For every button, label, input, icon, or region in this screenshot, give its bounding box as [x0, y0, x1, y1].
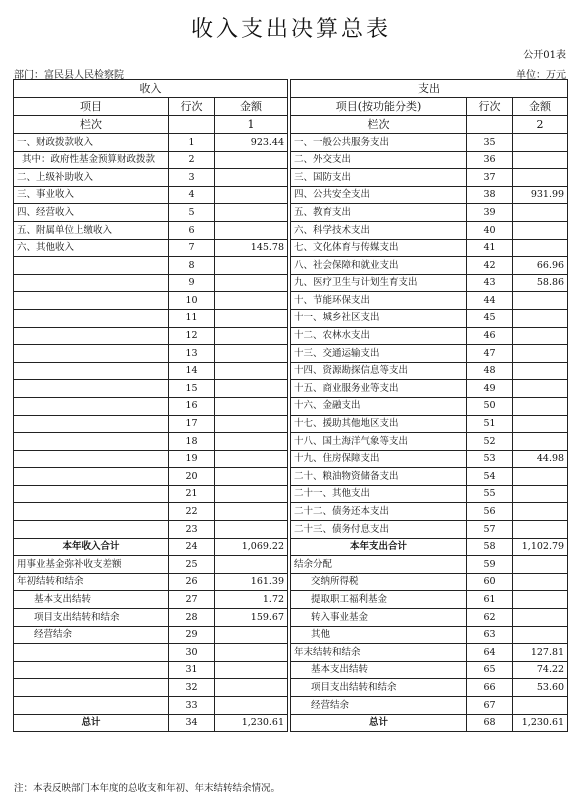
expense-rowno: 59: [467, 556, 513, 574]
col-header-item-func: 项目(按功能分类): [291, 98, 467, 116]
table-row: [14, 714, 568, 732]
col-number-1: 1: [215, 116, 288, 134]
header-row-lanci: [14, 116, 568, 134]
table-row: [14, 573, 568, 591]
expense-rowno: 46: [467, 327, 513, 345]
expense-item: 年末结转和结余: [291, 644, 467, 662]
table-row: [14, 362, 568, 380]
expense-item: 基本支出结转: [291, 661, 467, 679]
table-row: [14, 591, 568, 609]
income-item: [14, 697, 169, 715]
expense-amount: [513, 380, 568, 398]
income-amount: [215, 397, 288, 415]
income-rowno: 14: [169, 362, 215, 380]
income-amount: 161.39: [215, 573, 288, 591]
income-item: 总计: [14, 714, 169, 732]
expense-rowno: 66: [467, 679, 513, 697]
income-rowno: 30: [169, 644, 215, 662]
expense-amount: [513, 134, 568, 152]
expense-item: 项目支出结转和结余: [291, 679, 467, 697]
income-rowno: 3: [169, 169, 215, 187]
expense-rowno: 60: [467, 573, 513, 591]
income-item: [14, 450, 169, 468]
income-amount: 1,230.61: [215, 714, 288, 732]
income-item: [14, 485, 169, 503]
income-rowno: 16: [169, 397, 215, 415]
expense-item: 本年支出合计: [291, 538, 467, 556]
expense-amount: [513, 169, 568, 187]
income-item: [14, 503, 169, 521]
income-item: 项目支出结转和结余: [14, 609, 169, 627]
expense-item: 五、教育支出: [291, 204, 467, 222]
expense-rowno: 41: [467, 239, 513, 257]
expense-item: 结余分配: [291, 556, 467, 574]
income-item: 基本支出结转: [14, 591, 169, 609]
table-row: [14, 521, 568, 539]
table-row: [14, 397, 568, 415]
income-amount: [215, 433, 288, 451]
expense-amount: [513, 573, 568, 591]
expense-amount: [513, 362, 568, 380]
expense-rowno: 62: [467, 609, 513, 627]
income-item: [14, 468, 169, 486]
income-amount: [215, 679, 288, 697]
col-number-2: 2: [513, 116, 568, 134]
income-amount: [215, 661, 288, 679]
expense-item: 十二、农林水支出: [291, 327, 467, 345]
income-rowno: 22: [169, 503, 215, 521]
income-item: [14, 274, 169, 292]
income-item: 本年收入合计: [14, 538, 169, 556]
expense-amount: 44.98: [513, 450, 568, 468]
expense-amount: 127.81: [513, 644, 568, 662]
income-rowno: 17: [169, 415, 215, 433]
income-item: [14, 309, 169, 327]
expense-amount: [513, 309, 568, 327]
income-amount: 1,069.22: [215, 538, 288, 556]
table-row: [14, 556, 568, 574]
income-rowno: 23: [169, 521, 215, 539]
expense-rowno: 56: [467, 503, 513, 521]
income-amount: 923.44: [215, 134, 288, 152]
expense-rowno: 54: [467, 468, 513, 486]
expense-amount: [513, 221, 568, 239]
table-row: [14, 327, 568, 345]
income-header: 收入: [14, 80, 288, 98]
income-rowno: 28: [169, 609, 215, 627]
income-rowno: 20: [169, 468, 215, 486]
expense-rowno: 47: [467, 345, 513, 363]
expense-rowno: 43: [467, 274, 513, 292]
expense-rowno: 38: [467, 186, 513, 204]
table-row: [14, 186, 568, 204]
header-row-columns: [14, 98, 568, 116]
income-rowno: 9: [169, 274, 215, 292]
table-row: [14, 380, 568, 398]
income-rowno: 27: [169, 591, 215, 609]
income-amount: [215, 362, 288, 380]
expense-rowno: 40: [467, 221, 513, 239]
table-row: [14, 204, 568, 222]
expense-amount: [513, 485, 568, 503]
expense-amount: [513, 151, 568, 169]
expense-amount: [513, 697, 568, 715]
lanci-label: 栏次: [291, 116, 467, 134]
expense-item: 一、一般公共服务支出: [291, 134, 467, 152]
expense-rowno: 39: [467, 204, 513, 222]
income-rowno: 6: [169, 221, 215, 239]
expense-rowno: 68: [467, 714, 513, 732]
expense-item: 十九、住房保障支出: [291, 450, 467, 468]
income-rowno: 18: [169, 433, 215, 451]
expense-item: 总计: [291, 714, 467, 732]
table-row: [14, 134, 568, 152]
expense-item: 提取职工福利基金: [291, 591, 467, 609]
expense-amount: [513, 433, 568, 451]
table-row: [14, 274, 568, 292]
income-amount: [215, 151, 288, 169]
expense-item: 八、社会保障和就业支出: [291, 257, 467, 275]
expense-item: 四、公共安全支出: [291, 186, 467, 204]
lanci-label: 栏次: [14, 116, 169, 134]
expense-item: 十四、资源勘探信息等支出: [291, 362, 467, 380]
income-amount: [215, 485, 288, 503]
expense-amount: 66.96: [513, 257, 568, 275]
expense-rowno: 58: [467, 538, 513, 556]
expense-rowno: 50: [467, 397, 513, 415]
income-expense-table: [13, 79, 568, 732]
header-row-sections: [14, 80, 568, 98]
income-amount: [215, 345, 288, 363]
income-rowno: 31: [169, 661, 215, 679]
expense-item: 二十、粮油物资储备支出: [291, 468, 467, 486]
expense-item: 二、外交支出: [291, 151, 467, 169]
table-row: [14, 292, 568, 310]
income-item: [14, 679, 169, 697]
income-item: 用事业基金弥补收支差额: [14, 556, 169, 574]
expense-amount: [513, 609, 568, 627]
table-row: [14, 644, 568, 662]
expense-rowno: 52: [467, 433, 513, 451]
table-row: [14, 626, 568, 644]
expense-rowno: 37: [467, 169, 513, 187]
income-amount: [215, 274, 288, 292]
income-item: 六、其他收入: [14, 239, 169, 257]
income-rowno: 33: [169, 697, 215, 715]
income-rowno: 13: [169, 345, 215, 363]
expense-item: 七、文化体育与传媒支出: [291, 239, 467, 257]
expense-amount: [513, 292, 568, 310]
expense-rowno: 44: [467, 292, 513, 310]
expense-item: 三、国防支出: [291, 169, 467, 187]
table-row: [14, 697, 568, 715]
unit-label: 单位：万元: [516, 70, 566, 81]
income-item: [14, 644, 169, 662]
income-amount: [215, 644, 288, 662]
expense-item: 十八、国土海洋气象等支出: [291, 433, 467, 451]
table-row: [14, 415, 568, 433]
table-row: [14, 468, 568, 486]
income-rowno: 1: [169, 134, 215, 152]
expense-item: 二十二、债务还本支出: [291, 503, 467, 521]
expense-item: 十五、商业服务业等支出: [291, 380, 467, 398]
expense-rowno: 53: [467, 450, 513, 468]
income-rowno: 8: [169, 257, 215, 275]
income-rowno: 29: [169, 626, 215, 644]
table-row: [14, 609, 568, 627]
expense-item: 交纳所得税: [291, 573, 467, 591]
income-amount: [215, 415, 288, 433]
expense-rowno: 42: [467, 257, 513, 275]
income-amount: [215, 380, 288, 398]
table-row: [14, 503, 568, 521]
expense-rowno: 51: [467, 415, 513, 433]
income-rowno: 32: [169, 679, 215, 697]
income-item: 经营结余: [14, 626, 169, 644]
income-rowno: 26: [169, 573, 215, 591]
expense-rowno: 64: [467, 644, 513, 662]
expense-item: 二十三、债务付息支出: [291, 521, 467, 539]
expense-rowno: 65: [467, 661, 513, 679]
expense-item: 六、科学技术支出: [291, 221, 467, 239]
expense-amount: 1,230.61: [513, 714, 568, 732]
income-item: 四、经营收入: [14, 204, 169, 222]
income-rowno: 2: [169, 151, 215, 169]
income-amount: [215, 309, 288, 327]
table-row: [14, 485, 568, 503]
income-item: 其中：政府性基金预算财政拨款: [14, 151, 169, 169]
col-header-rowno: 行次: [467, 98, 513, 116]
expense-rowno: 61: [467, 591, 513, 609]
expense-item: 九、医疗卫生与计划生育支出: [291, 274, 467, 292]
income-item: [14, 362, 169, 380]
expense-item: 十六、金融支出: [291, 397, 467, 415]
expense-amount: [513, 556, 568, 574]
table-row: [14, 309, 568, 327]
expense-item: 转入事业基金: [291, 609, 467, 627]
income-item: [14, 397, 169, 415]
table-row: [14, 538, 568, 556]
expense-amount: 931.99: [513, 186, 568, 204]
expense-amount: [513, 239, 568, 257]
expense-item: 二十一、其他支出: [291, 485, 467, 503]
expense-amount: [513, 591, 568, 609]
table-row: [14, 661, 568, 679]
page-title: 收入支出决算总表: [190, 17, 391, 42]
table-row: [14, 169, 568, 187]
income-item: 一、财政拨款收入: [14, 134, 169, 152]
income-rowno: 25: [169, 556, 215, 574]
income-item: 三、事业收入: [14, 186, 169, 204]
expense-amount: 53.60: [513, 679, 568, 697]
expense-header: 支出: [291, 80, 568, 98]
table-row: [14, 433, 568, 451]
expense-rowno: 45: [467, 309, 513, 327]
income-amount: [215, 697, 288, 715]
expense-amount: [513, 204, 568, 222]
income-item: [14, 292, 169, 310]
department-label: 部门：富民县人民检察院: [14, 70, 124, 81]
income-amount: [215, 503, 288, 521]
income-amount: 159.67: [215, 609, 288, 627]
income-rowno: 15: [169, 380, 215, 398]
expense-amount: 1,102.79: [513, 538, 568, 556]
income-item: [14, 661, 169, 679]
expense-amount: [513, 468, 568, 486]
expense-amount: [513, 345, 568, 363]
table-row: [14, 679, 568, 697]
footnote: 注：本表反映部门本年度的总收支和年初、年末结转结余情况。: [14, 783, 281, 794]
expense-rowno: 49: [467, 380, 513, 398]
table-row: [14, 221, 568, 239]
income-item: 二、上级补助收入: [14, 169, 169, 187]
income-amount: [215, 450, 288, 468]
form-code: 公开01表: [523, 50, 566, 61]
income-item: [14, 380, 169, 398]
expense-amount: [513, 397, 568, 415]
expense-item: 十三、交通运输支出: [291, 345, 467, 363]
expense-rowno: 48: [467, 362, 513, 380]
expense-amount: [513, 521, 568, 539]
income-item: [14, 257, 169, 275]
col-header-item: 项目: [14, 98, 169, 116]
income-amount: [215, 292, 288, 310]
income-rowno: 24: [169, 538, 215, 556]
table-row: [14, 257, 568, 275]
col-header-amount: 金额: [215, 98, 288, 116]
col-header-rowno: 行次: [169, 98, 215, 116]
expense-amount: [513, 503, 568, 521]
expense-rowno: 67: [467, 697, 513, 715]
income-amount: [215, 204, 288, 222]
expense-amount: [513, 327, 568, 345]
income-rowno: 5: [169, 204, 215, 222]
expense-amount: [513, 415, 568, 433]
expense-item: 十七、援助其他地区支出: [291, 415, 467, 433]
income-item: [14, 521, 169, 539]
income-item: [14, 433, 169, 451]
expense-item: 其他: [291, 626, 467, 644]
income-rowno: 19: [169, 450, 215, 468]
expense-item: 十、节能环保支出: [291, 292, 467, 310]
income-item: [14, 345, 169, 363]
table-row: [14, 345, 568, 363]
expense-rowno: 57: [467, 521, 513, 539]
income-amount: [215, 169, 288, 187]
table-row: [14, 151, 568, 169]
income-rowno: 34: [169, 714, 215, 732]
expense-rowno: 63: [467, 626, 513, 644]
income-item: [14, 415, 169, 433]
expense-rowno: 35: [467, 134, 513, 152]
income-rowno: 10: [169, 292, 215, 310]
income-item: 年初结转和结余: [14, 573, 169, 591]
income-amount: [215, 327, 288, 345]
table-row: [14, 450, 568, 468]
income-amount: 1.72: [215, 591, 288, 609]
income-item: [14, 327, 169, 345]
income-amount: [215, 556, 288, 574]
col-header-amount: 金额: [513, 98, 568, 116]
expense-amount: 74.22: [513, 661, 568, 679]
expense-rowno: 36: [467, 151, 513, 169]
income-rowno: 11: [169, 309, 215, 327]
expense-item: 经营结余: [291, 697, 467, 715]
income-rowno: 12: [169, 327, 215, 345]
income-amount: [215, 186, 288, 204]
income-rowno: 7: [169, 239, 215, 257]
income-amount: [215, 468, 288, 486]
income-rowno: 4: [169, 186, 215, 204]
table-row: [14, 239, 568, 257]
income-rowno: 21: [169, 485, 215, 503]
income-amount: [215, 257, 288, 275]
expense-item: 十一、城乡社区支出: [291, 309, 467, 327]
income-amount: 145.78: [215, 239, 288, 257]
income-amount: [215, 221, 288, 239]
expense-amount: [513, 626, 568, 644]
income-amount: [215, 521, 288, 539]
expense-amount: 58.86: [513, 274, 568, 292]
income-item: 五、附属单位上缴收入: [14, 221, 169, 239]
expense-rowno: 55: [467, 485, 513, 503]
income-amount: [215, 626, 288, 644]
